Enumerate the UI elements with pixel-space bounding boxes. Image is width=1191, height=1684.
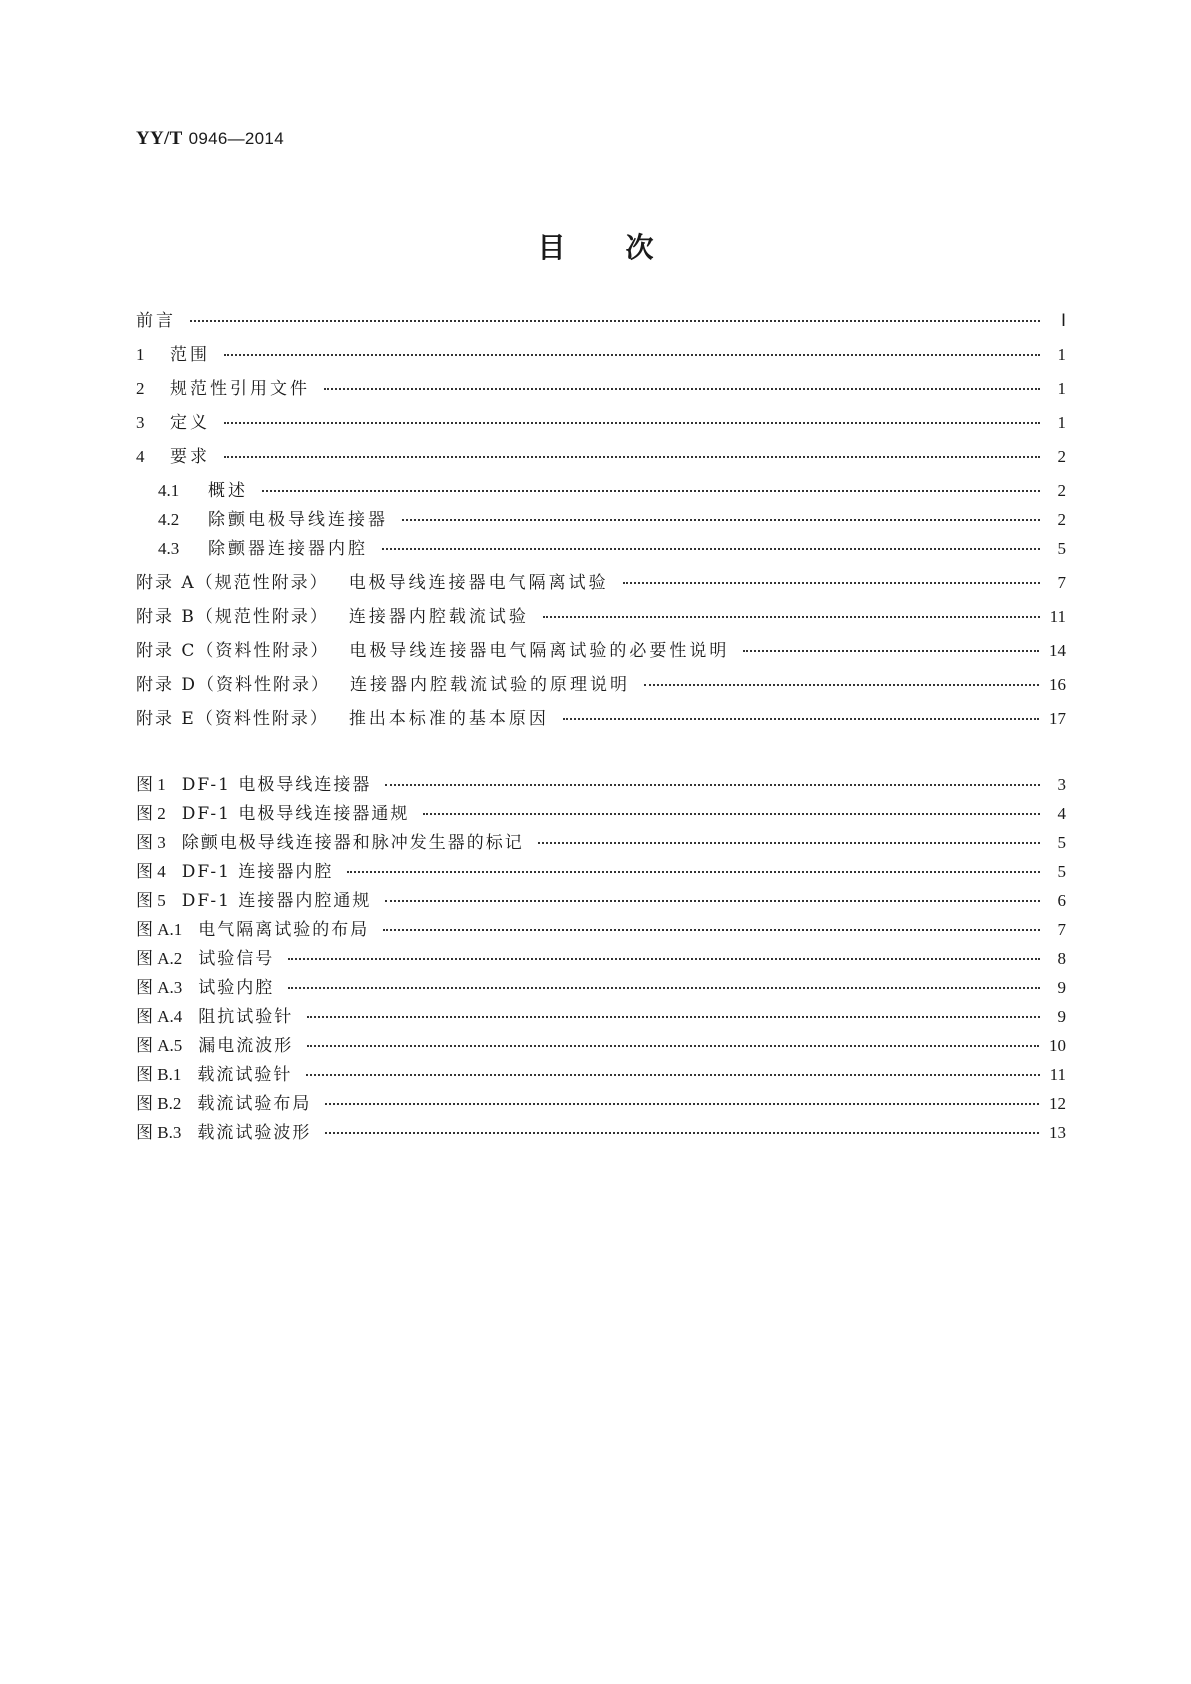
toc-appendix-a[interactable] bbox=[136, 568, 1066, 596]
toc-entry-text: 试验信号 bbox=[198, 949, 275, 969]
toc-entry-foreword[interactable] bbox=[136, 306, 1066, 334]
dot-leader bbox=[325, 1115, 1039, 1134]
appendix-prefix: 附录 C（资料性附录） bbox=[136, 641, 330, 661]
dot-leader bbox=[644, 667, 1039, 686]
toc-entry-4[interactable] bbox=[136, 442, 1066, 470]
toc-entry-page: 6 bbox=[1057, 891, 1066, 910]
toc-entry-4-2[interactable] bbox=[136, 505, 1066, 533]
toc-entry-text: 除颤器连接器内腔 bbox=[208, 539, 368, 559]
toc-entry-number: 1 bbox=[136, 345, 145, 364]
toc-figure-3[interactable] bbox=[136, 828, 1066, 856]
toc-entry-page: 2 bbox=[1057, 447, 1066, 466]
figure-number: 图 3 bbox=[136, 833, 166, 852]
dot-leader bbox=[324, 371, 1040, 390]
toc-entry-page: 16 bbox=[1049, 675, 1066, 694]
toc-figure-a5[interactable] bbox=[136, 1031, 1066, 1059]
toc-entry-page: Ⅰ bbox=[1060, 311, 1066, 330]
toc-entry-page: 11 bbox=[1049, 607, 1066, 626]
figure-number: 图 2 bbox=[136, 804, 166, 823]
toc-entry-page: 2 bbox=[1057, 481, 1066, 500]
toc-entry-page: 10 bbox=[1049, 1036, 1066, 1055]
toc-entry-page: 4 bbox=[1057, 804, 1066, 823]
dot-leader bbox=[347, 854, 1040, 873]
toc-figure-a1[interactable] bbox=[136, 915, 1066, 943]
toc-entry-page: 2 bbox=[1057, 510, 1066, 529]
toc-entry-1[interactable] bbox=[136, 340, 1066, 368]
toc-figure-1[interactable] bbox=[136, 770, 1066, 798]
dot-leader bbox=[563, 701, 1039, 720]
toc-entry-text: 试验内腔 bbox=[198, 978, 275, 998]
toc-appendix-c[interactable] bbox=[136, 636, 1066, 664]
toc-entry-text: 电极导线连接器电气隔离试验的必要性说明 bbox=[349, 641, 730, 661]
toc-entry-3[interactable] bbox=[136, 408, 1066, 436]
toc-entry-page: 5 bbox=[1057, 539, 1066, 558]
toc-appendix-e[interactable] bbox=[136, 704, 1066, 732]
toc-entry-number: 4.1 bbox=[158, 481, 180, 500]
toc-entry-text: DF-1 连接器内腔 bbox=[181, 862, 334, 882]
toc-entry-text: DF-1 连接器内腔通规 bbox=[181, 891, 372, 911]
dot-leader bbox=[743, 633, 1039, 652]
toc-figure-a4[interactable] bbox=[136, 1002, 1066, 1030]
toc-entry-text: 范围 bbox=[170, 345, 210, 365]
toc-entry-page: 7 bbox=[1057, 573, 1066, 592]
toc-entry-page: 1 bbox=[1057, 345, 1066, 364]
dot-leader bbox=[307, 1028, 1039, 1047]
toc-entry-page: 1 bbox=[1057, 379, 1066, 398]
dot-leader bbox=[288, 970, 1040, 989]
dot-leader bbox=[402, 502, 1040, 521]
toc-figure-2[interactable] bbox=[136, 799, 1066, 827]
toc-entry-text: 除颤电极导线连接器和脉冲发生器的标记 bbox=[181, 833, 524, 853]
dot-leader bbox=[538, 825, 1040, 844]
dot-leader bbox=[262, 473, 1040, 492]
dot-leader bbox=[385, 883, 1040, 902]
dot-leader bbox=[224, 439, 1040, 458]
toc-entry-2[interactable] bbox=[136, 374, 1066, 402]
toc-figure-4[interactable] bbox=[136, 857, 1066, 885]
toc-entry-number: 3 bbox=[136, 413, 145, 432]
dot-leader bbox=[288, 941, 1040, 960]
toc-entry-page: 3 bbox=[1057, 775, 1066, 794]
toc-entry-number: 4.3 bbox=[158, 539, 180, 558]
dot-leader bbox=[224, 405, 1040, 424]
toc-entry-page: 14 bbox=[1049, 641, 1066, 660]
toc-entry-page: 9 bbox=[1057, 1007, 1066, 1026]
toc-entry-text: 载流试验波形 bbox=[197, 1123, 312, 1143]
toc-entry-page: 1 bbox=[1057, 413, 1066, 432]
toc-figure-b3[interactable] bbox=[136, 1118, 1066, 1146]
dot-leader bbox=[190, 303, 1040, 322]
toc-entry-text: 电极导线连接器电气隔离试验 bbox=[348, 573, 609, 593]
standard-number: 0946—2014 bbox=[188, 129, 284, 148]
figure-number: 图 A.1 bbox=[136, 920, 183, 939]
toc-entry-text: DF-1 电极导线连接器通规 bbox=[181, 804, 410, 824]
toc-entry-4-3[interactable] bbox=[136, 534, 1066, 562]
toc-entry-text: 要求 bbox=[170, 447, 210, 467]
toc-entry-page: 12 bbox=[1049, 1094, 1066, 1113]
figure-number: 图 5 bbox=[136, 891, 166, 910]
toc-entry-number: 4 bbox=[136, 447, 145, 466]
appendix-prefix: 附录 B（规范性附录） bbox=[136, 607, 329, 627]
toc-entry-text: 连接器内腔载流试验 bbox=[348, 607, 529, 627]
figure-number: 图 A.3 bbox=[136, 978, 183, 997]
toc-entry-text: 前言 bbox=[136, 311, 176, 331]
appendix-prefix: 附录 E（资料性附录） bbox=[136, 709, 329, 729]
toc-entry-text: 规范性引用文件 bbox=[170, 379, 310, 399]
dot-leader bbox=[382, 531, 1040, 550]
toc-figure-5[interactable] bbox=[136, 886, 1066, 914]
toc-entry-page: 8 bbox=[1057, 949, 1066, 968]
standard-prefix: YY/T bbox=[136, 128, 183, 149]
toc-entry-text: 电气隔离试验的布局 bbox=[198, 920, 370, 940]
dot-leader bbox=[306, 1057, 1039, 1076]
dot-leader bbox=[383, 912, 1040, 931]
toc-entry-page: 13 bbox=[1049, 1123, 1066, 1142]
appendix-prefix: 附录 D（资料性附录） bbox=[136, 675, 331, 695]
standard-code bbox=[136, 128, 284, 150]
toc-entry-4-1[interactable] bbox=[136, 476, 1066, 504]
toc-entry-page: 5 bbox=[1057, 862, 1066, 881]
toc-entry-number: 4.2 bbox=[158, 510, 180, 529]
figure-number: 图 B.3 bbox=[136, 1123, 182, 1142]
dot-leader bbox=[423, 796, 1040, 815]
title-char-1: 目 bbox=[537, 231, 566, 264]
toc-appendix-b[interactable] bbox=[136, 602, 1066, 630]
toc-figure-a3[interactable] bbox=[136, 973, 1066, 1001]
toc-entry-text: 载流试验布局 bbox=[197, 1094, 312, 1114]
toc-entry-text: DF-1 电极导线连接器 bbox=[181, 775, 372, 795]
dot-leader bbox=[623, 565, 1040, 584]
dot-leader bbox=[325, 1086, 1039, 1105]
title-char-2: 次 bbox=[625, 231, 654, 264]
figure-number: 图 A.5 bbox=[136, 1036, 183, 1055]
figure-number: 图 B.2 bbox=[136, 1094, 182, 1113]
dot-leader bbox=[543, 599, 1040, 618]
dot-leader bbox=[224, 337, 1040, 356]
toc-entry-number: 2 bbox=[136, 379, 145, 398]
figure-number: 图 B.1 bbox=[136, 1065, 182, 1084]
toc-entry-page: 17 bbox=[1049, 709, 1066, 728]
toc-entry-page: 11 bbox=[1049, 1065, 1066, 1084]
toc-entry-text: 连接器内腔载流试验的原理说明 bbox=[350, 675, 631, 695]
dot-leader bbox=[385, 767, 1040, 786]
figure-number: 图 A.2 bbox=[136, 949, 183, 968]
page-title bbox=[0, 226, 1191, 266]
toc-entry-text: 概述 bbox=[208, 481, 248, 501]
appendix-prefix: 附录 A（规范性附录） bbox=[136, 573, 329, 593]
dot-leader bbox=[307, 999, 1040, 1018]
toc-entry-text: 除颤电极导线连接器 bbox=[208, 510, 388, 530]
toc-figure-b1[interactable] bbox=[136, 1060, 1066, 1088]
toc-figure-b2[interactable] bbox=[136, 1089, 1066, 1117]
toc-entry-text: 载流试验针 bbox=[197, 1065, 293, 1085]
figure-number: 图 4 bbox=[136, 862, 166, 881]
toc-entry-text: 定义 bbox=[170, 413, 210, 433]
figure-number: 图 1 bbox=[136, 775, 166, 794]
toc-entry-page: 5 bbox=[1057, 833, 1066, 852]
toc-appendix-d[interactable] bbox=[136, 670, 1066, 698]
toc-entry-text: 漏电流波形 bbox=[198, 1036, 294, 1056]
toc-entry-page: 9 bbox=[1057, 978, 1066, 997]
toc-entry-text: 阻抗试验针 bbox=[198, 1007, 294, 1027]
toc-entry-text: 推出本标准的基本原因 bbox=[348, 709, 549, 729]
figure-number: 图 A.4 bbox=[136, 1007, 183, 1026]
toc-entry-page: 7 bbox=[1057, 920, 1066, 939]
toc-figure-a2[interactable] bbox=[136, 944, 1066, 972]
